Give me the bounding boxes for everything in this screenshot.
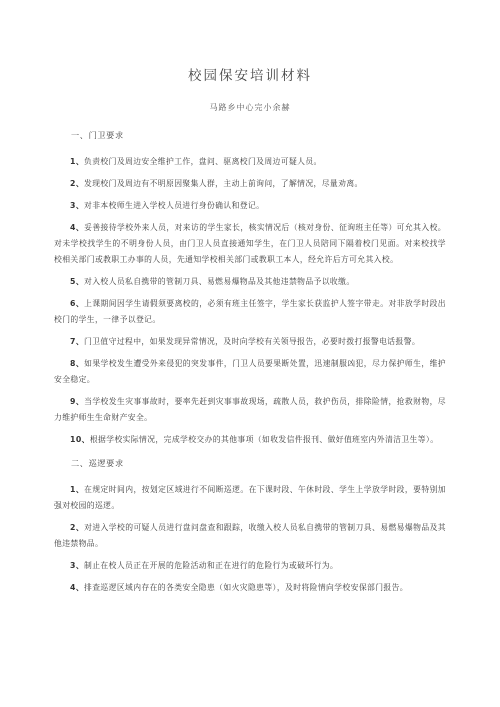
paragraph bbox=[54, 334, 446, 350]
item-text: 排查巡逻区域内存在的各类安全隐患（如火灾隐患等），及时将险情向学校安保部门报告。 bbox=[84, 583, 409, 592]
paragraph bbox=[54, 296, 446, 328]
item-number: 1、 bbox=[70, 157, 85, 166]
paragraph bbox=[54, 520, 446, 552]
paragraph bbox=[54, 580, 446, 596]
item-text: 负责校门及周边安全维护工作，盘问、驱离校门及周边可疑人员。 bbox=[84, 157, 322, 166]
item-number: 4、 bbox=[70, 583, 85, 592]
item-text: 对进入学校的可疑人员进行盘问盘查和跟踪，收缴入校人员私自携带的管制刀具、易燃易爆物品及其他违禁物品。 bbox=[54, 523, 446, 548]
item-text: 当学校发生灾事事故时，要率先赶到灾事事故现场，疏散人员，救护伤员，排除险情，抢救财物，尽力维护师生生命财产安全。 bbox=[54, 397, 446, 422]
item-number: 9、 bbox=[70, 397, 85, 406]
paragraph bbox=[54, 154, 446, 170]
item-number: 1、 bbox=[70, 485, 85, 494]
item-text: 门卫值守过程中，如果发现异常情况，及时向学校有关领导报告，必要时拨打报警电话报警。 bbox=[84, 337, 421, 346]
document-title: 校园保安培训材料 bbox=[188, 68, 312, 84]
item-text: 上课期间因学生请假须要离校的，必须有班主任签字，学生家长获监护人签字带走。对非放学时段出校门的学生，一律予以登记。 bbox=[54, 299, 446, 324]
item-number: 2、 bbox=[70, 179, 85, 188]
item-number: 7、 bbox=[70, 337, 85, 346]
item-text: 对入校人员私自携带的管制刀具、易燃易爆物品及其他违禁物品予以收缴。 bbox=[84, 277, 355, 286]
item-text: 如果学校发生遭受外来侵犯的突发事件，门卫人员要果断处置，迅速制服凶犯，尽力保护师生，维护安全稳定。 bbox=[54, 359, 446, 384]
item-number: 2、 bbox=[70, 523, 85, 532]
item-number: 6、 bbox=[70, 299, 85, 308]
section-heading: 一、门卫要求 bbox=[71, 130, 124, 140]
item-number: 8、 bbox=[70, 359, 85, 368]
document-author: 马路乡中心完小余赫 bbox=[209, 103, 291, 112]
paragraph bbox=[54, 198, 446, 214]
paragraph bbox=[54, 220, 446, 268]
paragraph bbox=[54, 394, 446, 426]
section-heading: 二、巡逻要求 bbox=[71, 458, 124, 468]
item-text: 制止在校人员正在开展的危险活动和正在进行的危险行为或破坏行为。 bbox=[84, 561, 339, 570]
paragraph bbox=[54, 274, 446, 290]
paragraph bbox=[54, 356, 446, 388]
item-number: 4、 bbox=[70, 223, 85, 232]
paragraph bbox=[54, 558, 446, 574]
item-text: 根据学校实际情况，完成学校交办的其他事项（如收发信件报刊、做好值班室内外清洁卫生等）。 bbox=[89, 435, 439, 444]
paragraph bbox=[54, 432, 446, 448]
item-number: 3、 bbox=[70, 561, 85, 570]
item-text: 发现校门及周边有不明原因聚集人群，主动上前询问，了解情况，尽量劝离。 bbox=[84, 179, 363, 188]
item-text: 妥善接待学校外来人员，对来访的学生家长，核实情况后（核对身份、征询班主任等）可允其入校。对未学校找学生的不明身份人员，由门卫人员直接通知学生，在门卫人员陪同下隔着校门见面。对来校找学校相关部门或教职工办事的人员，先通知学校相关部门或教职工本人，经允许后方可允其入校。 bbox=[54, 223, 446, 264]
paragraph bbox=[54, 482, 446, 514]
paragraph bbox=[54, 176, 446, 192]
item-number: 10、 bbox=[70, 435, 90, 444]
item-number: 3、 bbox=[70, 201, 85, 210]
item-number: 5、 bbox=[70, 277, 85, 286]
item-text: 对非本校师生进入学校人员进行身份确认和登记。 bbox=[84, 201, 265, 210]
item-text: 在规定时间内，按划定区域进行不间断巡逻。在下课时段、午休时段、学生上学放学时段，要特别加强对校园的巡逻。 bbox=[54, 485, 446, 510]
